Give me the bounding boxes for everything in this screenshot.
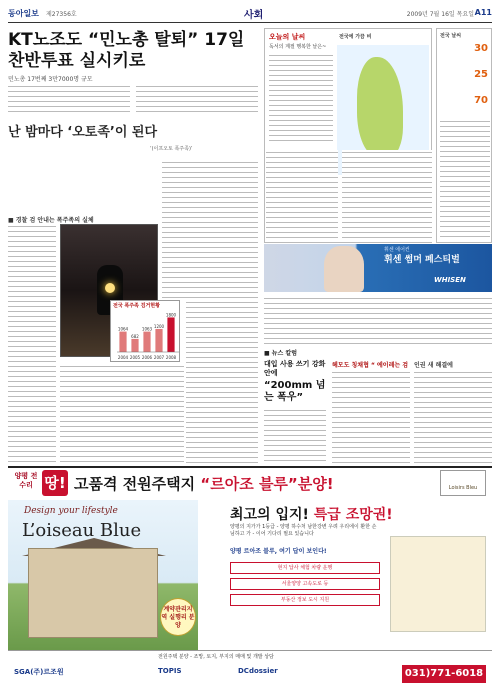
chart-bar <box>143 332 150 352</box>
chart-tick-label: 2006 <box>141 355 153 360</box>
side-weather-label: 전국 날씨 <box>440 33 462 39</box>
issue-number: 제27356호 <box>46 11 77 18</box>
ad-banner[interactable] <box>8 466 492 498</box>
arrest-chart <box>110 300 180 362</box>
chart-bar <box>131 339 138 352</box>
ad-best-text: 최고의 입지! <box>230 507 309 523</box>
weather-title: 오늘의 날씨 <box>269 33 306 41</box>
side-value-3: 70 <box>474 95 488 106</box>
ad-ddang: 땅! <box>42 470 68 496</box>
chart-bar <box>119 332 126 352</box>
article1-body-col1 <box>8 84 130 112</box>
whisen-logo: WHISEN <box>434 276 466 284</box>
lower-head4: 인권 새 해결에 <box>414 362 453 369</box>
article2-byline: ‘(이프오토 폭주족)’ <box>150 146 193 152</box>
side-value-1: 30 <box>474 43 488 54</box>
sponsor-1: SGA(주)르조원 <box>14 668 64 676</box>
ad-best <box>230 504 393 524</box>
chart-bar <box>155 329 162 352</box>
ad-footer <box>8 650 492 690</box>
lower-head3: 헤모도 칭채협 “ 에이레는 검 <box>332 362 409 369</box>
ad-brand-logo: Loisirs Bleu <box>440 470 486 496</box>
headline-otojok: 난 밤마다 ‘오토족’이 된다 <box>8 125 158 140</box>
map-title: 전국에 가끔 비 <box>339 34 372 40</box>
ad-loisirs: L’oiseau Blue <box>22 520 142 541</box>
newspaper-logo: 동아일보 <box>8 9 39 18</box>
ad-box-1: 현지 답사 체험 차량 운행 <box>230 562 380 574</box>
korea-map-shape <box>357 57 403 157</box>
ad-best-red: 특급 조망권! <box>313 507 393 523</box>
ad-title <box>74 473 334 494</box>
side-weather <box>436 28 492 243</box>
article2-body-col3 <box>186 300 258 464</box>
article2-body-col2 <box>162 160 258 298</box>
sponsor-2: TOPIS <box>158 667 182 675</box>
page-number: A11 <box>474 8 492 17</box>
ad-title-main: 고품격 전원주택지 <box>74 475 196 493</box>
chart-tick-label: 2008 <box>165 355 177 360</box>
headlight <box>105 283 115 293</box>
ad-design-line: Design your lifestyle <box>24 506 118 516</box>
article1-subhead: 민노총 17번째 3만7000명 규모 <box>8 76 93 83</box>
headline-kt-union: KT노조도 “민노총 탈퇴” 17일 찬반투표 실시키로 <box>8 30 245 71</box>
news-bar: ■ 뉴스 칼럼 <box>264 350 298 357</box>
article2-body-col4 <box>60 364 184 464</box>
chart-tick-label: 2004 <box>117 355 129 360</box>
weather-table-right <box>342 150 432 242</box>
house-image <box>28 548 158 638</box>
weather-table-left <box>266 150 338 242</box>
page-header <box>8 6 492 20</box>
weather-subtitle: 독서의 계절 행복한 날은~ <box>269 44 327 50</box>
sponsor-3: DCdossier <box>238 667 278 675</box>
side-value-2: 25 <box>474 69 488 80</box>
weather-text <box>269 53 333 143</box>
article2-kicker: ■ 경찰 검 안내는 폭주족의 실체 <box>8 217 94 224</box>
ad-cta: 양평 르아조 블루, 여기 답이 보인다! <box>230 548 327 555</box>
lower-body-2 <box>332 370 410 464</box>
chart-title: 전국 폭주족 검거현황 <box>113 303 160 309</box>
ad-gold-badge <box>390 536 486 632</box>
lower-head2: “200mm 넘는 폭우” <box>264 380 326 403</box>
section-title: 사회 <box>244 10 264 21</box>
ad-box-3: 부동산 정보 도시 지원 <box>230 594 380 606</box>
issue-date: 2009년 7월 16일 목요일 <box>406 11 474 18</box>
ad-right-panel <box>202 500 492 650</box>
data-grid <box>264 296 492 344</box>
ad-foot-line: 전원주택 분양 - 조망, 토지, 부지의 매매 및 개발 상담 <box>158 654 274 660</box>
chart-value-label: 1200 <box>153 323 165 329</box>
chart-value-label: 1063 <box>141 326 153 332</box>
ad-phone[interactable]: 031)771-6018 <box>402 665 486 683</box>
side-weather-table <box>440 119 490 239</box>
ad-desc: 양평의 지가가 1등급 - 양평 하수처 남한강변 우려 우리에이 환한 손님하고 가 - 이어 기다리 필요 있습니다 <box>230 524 377 537</box>
ad-box-2: 서울양양 고속도로 등 <box>230 578 380 590</box>
model-photo <box>324 246 364 292</box>
chart-tick-label: 2005 <box>129 355 141 360</box>
whisen-ad[interactable] <box>264 244 492 292</box>
chart-value-label: 682 <box>131 333 139 339</box>
lower-body-1 <box>264 408 326 464</box>
ad-badge: 계약관리지역 실행리 분양 <box>160 598 196 636</box>
lower-head1: 대입 사용 쓰기 강화안에 <box>264 360 326 377</box>
article2-body-col1 <box>8 224 56 464</box>
chart-value-label: 1800 <box>165 312 177 318</box>
whisen-text: 휘센 썸머 페스티벌 <box>384 255 460 265</box>
chart-svg <box>111 310 181 362</box>
whisen-small: 휘센 에어컨 <box>384 247 410 253</box>
chart-bar <box>167 317 174 352</box>
ad-left-panel <box>8 500 198 650</box>
article1-body-col2 <box>136 84 258 112</box>
lower-body-3 <box>414 370 492 464</box>
header-rule <box>8 22 492 23</box>
chart-tick-label: 2007 <box>153 355 165 360</box>
chart-value-label: 1064 <box>117 326 129 332</box>
ad-title-brand: “르아조 블루”분양! <box>200 475 334 493</box>
ad-location: 양평 전수리 <box>14 472 38 489</box>
